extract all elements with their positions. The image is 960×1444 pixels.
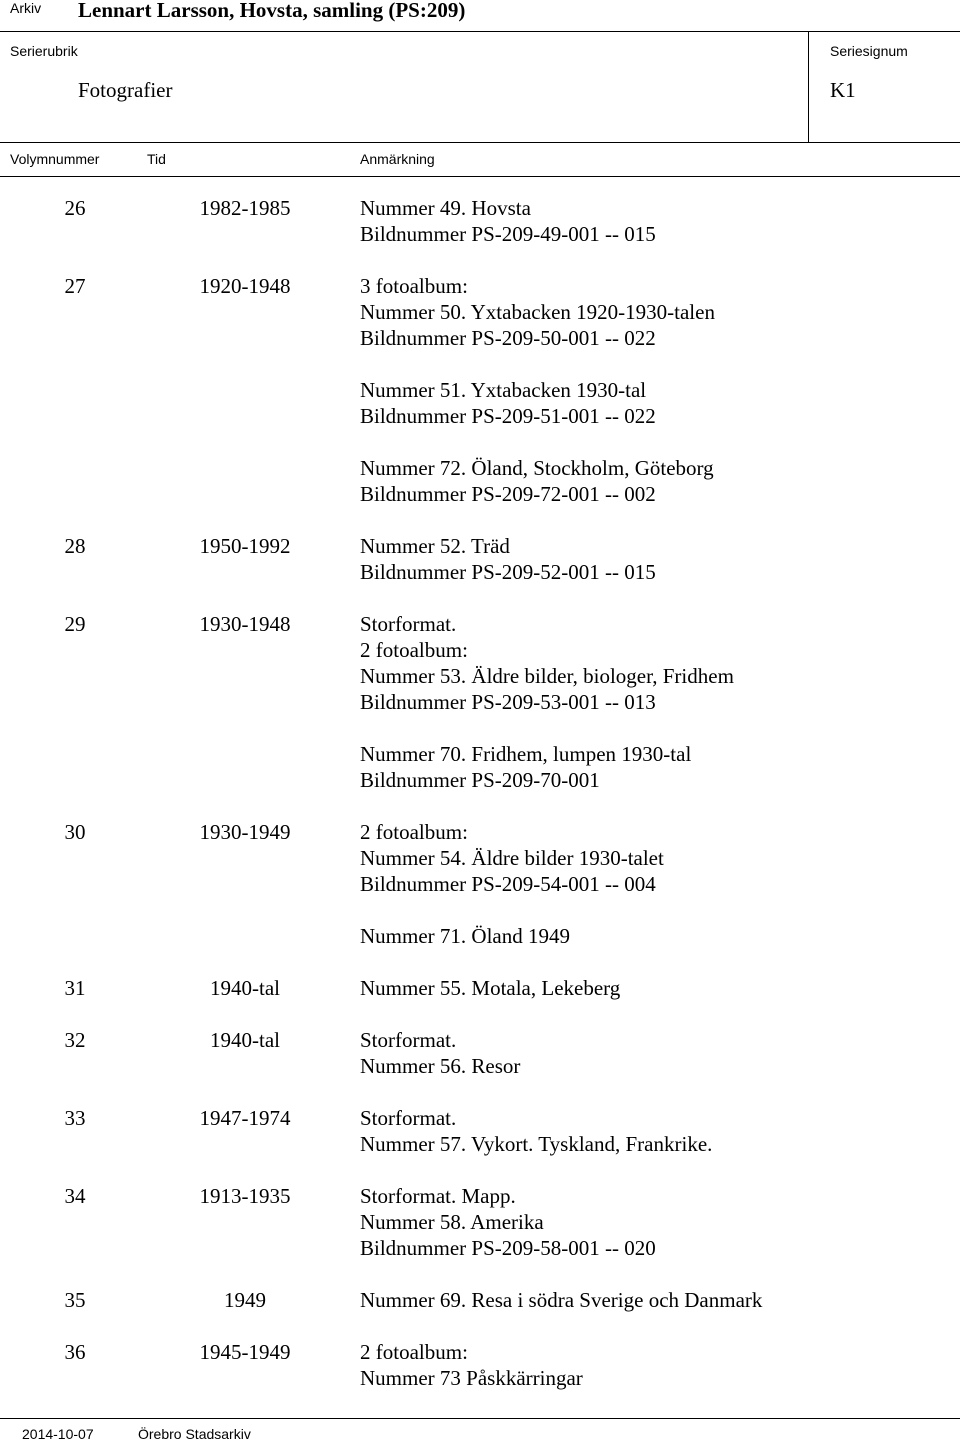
arkiv-label: Arkiv <box>10 0 42 16</box>
table-row <box>0 1027 960 1079</box>
note-line: 3 fotoalbum: <box>360 274 468 298</box>
header-divider-middle <box>0 142 960 143</box>
table-row <box>0 975 960 1001</box>
volume-date-range: 1930-1949 <box>199 820 291 844</box>
header-divider-top <box>0 31 960 32</box>
note-line: Nummer 70. Fridhem, lumpen 1930-tal <box>360 742 692 766</box>
note-group <box>360 273 960 351</box>
volume-number: 36 <box>64 1340 86 1364</box>
volume-date-range: 1947-1974 <box>199 1106 291 1130</box>
note-line: Nummer 49. Hovsta <box>360 196 531 220</box>
footer-date: 2014-10-07 <box>22 1426 94 1442</box>
note-group <box>360 923 960 949</box>
note-group <box>360 195 960 247</box>
note-group <box>360 1287 960 1313</box>
note-group <box>360 1027 960 1079</box>
note-line: Bildnummer PS-209-50-001 -- 022 <box>360 326 656 350</box>
volume-notes <box>360 195 960 247</box>
note-line: Nummer 56. Resor <box>360 1054 521 1078</box>
table-row <box>0 819 960 949</box>
column-header-anmarkning: Anmärkning <box>360 151 435 167</box>
volume-number: 28 <box>64 534 86 558</box>
column-header-divider <box>0 176 960 177</box>
note-line: Bildnummer PS-209-70-001 <box>360 768 600 792</box>
volume-date-range: 1920-1948 <box>199 274 291 298</box>
note-line: Nummer 52. Träd <box>360 534 510 558</box>
note-line: Bildnummer PS-209-54-001 -- 004 <box>360 872 656 896</box>
note-line: Bildnummer PS-209-51-001 -- 022 <box>360 404 656 428</box>
serierubrik-label: Serierubrik <box>10 43 78 59</box>
footer-organization: Örebro Stadsarkiv <box>138 1426 251 1442</box>
note-line: Nummer 54. Äldre bilder 1930-talet <box>360 846 664 870</box>
note-line: Bildnummer PS-209-53-001 -- 013 <box>360 690 656 714</box>
volume-notes <box>360 533 960 585</box>
note-line: Nummer 73 Påskkärringar <box>360 1366 583 1390</box>
table-row <box>0 1105 960 1157</box>
volume-notes <box>360 819 960 949</box>
archive-title: Lennart Larsson, Hovsta, samling (PS:209) <box>78 0 466 22</box>
volume-number: 29 <box>64 612 86 636</box>
note-line: 2 fotoalbum: <box>360 820 468 844</box>
volume-date-range: 1950-1992 <box>199 534 291 558</box>
volume-date-range: 1940-tal <box>210 976 280 1000</box>
note-line: Nummer 53. Äldre bilder, biologer, Fridhem <box>360 664 734 688</box>
table-row <box>0 533 960 585</box>
volume-date-range: 1940-tal <box>210 1028 280 1052</box>
volume-date-range: 1945-1949 <box>199 1340 291 1364</box>
volume-number: 32 <box>64 1028 86 1052</box>
volume-date-range: 1930-1948 <box>199 612 291 636</box>
note-line: Bildnummer PS-209-58-001 -- 020 <box>360 1236 656 1260</box>
note-line: Bildnummer PS-209-52-001 -- 015 <box>360 560 656 584</box>
volume-number: 33 <box>64 1106 86 1130</box>
volume-date-range: 1949 <box>224 1288 266 1312</box>
note-line: Bildnummer PS-209-49-001 -- 015 <box>360 222 656 246</box>
volume-notes <box>360 1339 960 1391</box>
volume-number: 26 <box>64 196 86 220</box>
note-group <box>360 1183 960 1261</box>
note-line: Nummer 69. Resa i södra Sverige och Danmark <box>360 1288 763 1312</box>
table-row <box>0 1339 960 1391</box>
volume-notes <box>360 1027 960 1079</box>
volume-table <box>0 195 960 1417</box>
note-line: 2 fotoalbum: <box>360 1340 468 1364</box>
volume-number: 31 <box>64 976 86 1000</box>
note-line: Storformat. Mapp. <box>360 1184 516 1208</box>
note-line: Storformat. <box>360 612 457 636</box>
note-line: Nummer 55. Motala, Lekeberg <box>360 976 621 1000</box>
note-group <box>360 1339 960 1391</box>
volume-number: 27 <box>64 274 86 298</box>
note-line: Nummer 72. Öland, Stockholm, Göteborg <box>360 456 714 480</box>
note-line: Nummer 51. Yxtabacken 1930-tal <box>360 378 647 402</box>
volume-notes <box>360 1183 960 1261</box>
volume-notes <box>360 1287 960 1313</box>
note-line: Nummer 58. Amerika <box>360 1210 544 1234</box>
volume-date-range: 1913-1935 <box>199 1184 291 1208</box>
note-group <box>360 975 960 1001</box>
note-group <box>360 819 960 897</box>
note-group <box>360 455 960 507</box>
note-line: Nummer 71. Öland 1949 <box>360 924 570 948</box>
note-group <box>360 741 960 793</box>
note-line: Nummer 57. Vykort. Tyskland, Frankrike. <box>360 1132 713 1156</box>
header-column-divider <box>808 32 809 142</box>
volume-number: 35 <box>64 1288 86 1312</box>
note-group <box>360 611 960 715</box>
volume-notes <box>360 273 960 507</box>
volume-notes <box>360 611 960 793</box>
note-line: Nummer 50. Yxtabacken 1920-1930-talen <box>360 300 715 324</box>
note-line: Storformat. <box>360 1106 457 1130</box>
note-group <box>360 377 960 429</box>
volume-number: 30 <box>64 820 86 844</box>
note-line: Bildnummer PS-209-72-001 -- 002 <box>360 482 656 506</box>
note-group <box>360 1105 960 1157</box>
volume-date-range: 1982-1985 <box>199 196 291 220</box>
column-header-tid: Tid <box>147 151 166 167</box>
volume-notes <box>360 1105 960 1157</box>
serierubrik-value: Fotografier <box>78 78 173 102</box>
table-row <box>0 1287 960 1313</box>
footer-divider <box>0 1418 960 1419</box>
volume-notes <box>360 975 960 1001</box>
table-row <box>0 195 960 247</box>
table-row <box>0 611 960 793</box>
note-group <box>360 533 960 585</box>
table-row <box>0 1183 960 1261</box>
note-line: 2 fotoalbum: <box>360 638 468 662</box>
table-row <box>0 273 960 507</box>
column-header-volymnummer: Volymnummer <box>10 151 100 167</box>
note-line: Storformat. <box>360 1028 457 1052</box>
seriesignum-value: K1 <box>830 78 856 102</box>
seriesignum-label: Seriesignum <box>830 43 908 59</box>
volume-number: 34 <box>64 1184 86 1208</box>
